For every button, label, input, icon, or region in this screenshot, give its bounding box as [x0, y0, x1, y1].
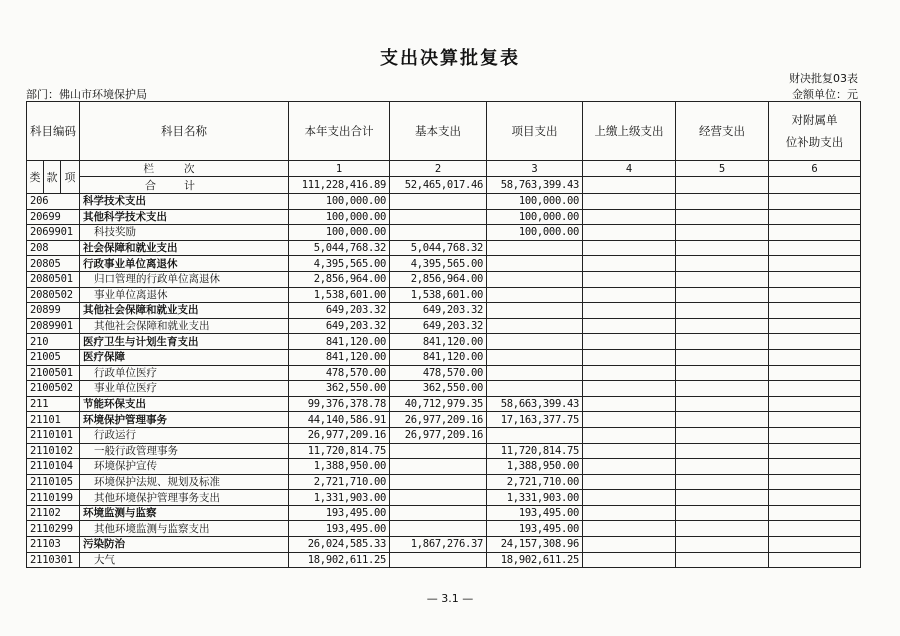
row-col3: 1,331,903.00 [487, 490, 583, 506]
row-col1: 26,024,585.33 [289, 537, 390, 553]
row-col4 [583, 427, 676, 443]
row-col4 [583, 349, 676, 365]
row-col1: 841,120.00 [289, 349, 390, 365]
row-col2: 1,867,276.37 [390, 537, 487, 553]
row-col1: 2,721,710.00 [289, 474, 390, 490]
row-name: 行政事业单位离退休 [80, 256, 289, 272]
row-col1: 841,120.00 [289, 334, 390, 350]
row-col2: 362,550.00 [390, 381, 487, 397]
row-col5 [676, 287, 769, 303]
column-number-6: 6 [769, 161, 861, 177]
row-col4 [583, 194, 676, 210]
row-col3 [487, 365, 583, 381]
row-col2: 841,120.00 [390, 334, 487, 350]
page-number: — 3.1 — [426, 592, 474, 605]
row-col1: 362,550.00 [289, 381, 390, 397]
row-col2: 2,856,964.00 [390, 271, 487, 287]
row-col6 [769, 521, 861, 537]
row-name: 归口管理的行政单位离退休 [80, 271, 289, 287]
row-col4 [583, 225, 676, 241]
row-col3: 100,000.00 [487, 194, 583, 210]
row-col6 [769, 459, 861, 475]
amount-unit-label: 金额单位：元 [792, 88, 858, 101]
row-col3 [487, 349, 583, 365]
row-col3 [487, 240, 583, 256]
row-col6 [769, 474, 861, 490]
header-xiang: 项 [61, 161, 80, 194]
row-col3: 18,902,611.25 [487, 552, 583, 568]
row-col2 [390, 552, 487, 568]
table-row [27, 490, 861, 506]
row-col5 [676, 505, 769, 521]
table-row [27, 427, 861, 443]
row-col3 [487, 287, 583, 303]
row-col2: 649,203.32 [390, 318, 487, 334]
row-col1: 44,140,586.91 [289, 412, 390, 428]
row-col5 [676, 365, 769, 381]
table-row [27, 287, 861, 303]
header-col3: 项目支出 [487, 102, 583, 161]
row-col4 [583, 256, 676, 272]
row-code: 2089901 [27, 318, 80, 334]
row-code: 20899 [27, 303, 80, 319]
total-col5 [676, 177, 769, 194]
column-number-1: 1 [289, 161, 390, 177]
row-col1: 2,856,964.00 [289, 271, 390, 287]
row-name: 环境保护法规、规划及标准 [80, 474, 289, 490]
row-col6 [769, 271, 861, 287]
table-row [27, 271, 861, 287]
row-name: 其他社会保障和就业支出 [80, 303, 289, 319]
table-row [27, 396, 861, 412]
row-code: 2110104 [27, 459, 80, 475]
row-col5 [676, 459, 769, 475]
row-col4 [583, 412, 676, 428]
row-col6 [769, 396, 861, 412]
row-name: 其他环境保护管理事务支出 [80, 490, 289, 506]
row-col2 [390, 505, 487, 521]
row-name: 一般行政管理事务 [80, 443, 289, 459]
row-name: 事业单位离退休 [80, 287, 289, 303]
row-code: 2110101 [27, 427, 80, 443]
row-col5 [676, 396, 769, 412]
table-row [27, 256, 861, 272]
table-row [27, 225, 861, 241]
header-name: 科目名称 [80, 102, 289, 161]
row-col4 [583, 459, 676, 475]
row-col6 [769, 303, 861, 319]
row-name: 科技奖励 [80, 225, 289, 241]
row-col5 [676, 303, 769, 319]
row-col4 [583, 552, 676, 568]
table-row [27, 521, 861, 537]
row-name: 环境监测与监察 [80, 505, 289, 521]
row-col4 [583, 334, 676, 350]
row-col2 [390, 443, 487, 459]
row-name: 其他科学技术支出 [80, 209, 289, 225]
page-title: 支出决算批复表 [380, 48, 520, 69]
row-col6 [769, 318, 861, 334]
row-col5 [676, 552, 769, 568]
row-col5 [676, 256, 769, 272]
row-col5 [676, 240, 769, 256]
row-col5 [676, 474, 769, 490]
row-col6 [769, 287, 861, 303]
header-col5: 经营支出 [676, 102, 769, 161]
row-col5 [676, 209, 769, 225]
row-col4 [583, 318, 676, 334]
row-col6 [769, 209, 861, 225]
row-name: 行政单位医疗 [80, 365, 289, 381]
header-lei: 类 [27, 161, 44, 194]
table-row [27, 412, 861, 428]
row-col3: 193,495.00 [487, 521, 583, 537]
row-col6 [769, 256, 861, 272]
row-code: 21102 [27, 505, 80, 521]
header-col6-line1: 对附属单 [791, 113, 838, 127]
row-col3: 24,157,308.96 [487, 537, 583, 553]
row-col5 [676, 443, 769, 459]
row-col2: 478,570.00 [390, 365, 487, 381]
row-name: 节能环保支出 [80, 396, 289, 412]
form-number: 财决批复03表 [789, 72, 858, 85]
row-col2 [390, 194, 487, 210]
row-code: 211 [27, 396, 80, 412]
row-col1: 100,000.00 [289, 209, 390, 225]
row-name: 环境保护宣传 [80, 459, 289, 475]
row-col6 [769, 365, 861, 381]
row-col4 [583, 443, 676, 459]
row-col3 [487, 334, 583, 350]
total-col1: 111,228,416.89 [289, 177, 390, 194]
table-row [27, 240, 861, 256]
row-code: 2110301 [27, 552, 80, 568]
row-col3: 100,000.00 [487, 225, 583, 241]
row-col4 [583, 396, 676, 412]
column-number-5: 5 [676, 161, 769, 177]
row-code: 21103 [27, 537, 80, 553]
row-name: 环境保护管理事务 [80, 412, 289, 428]
row-col4 [583, 365, 676, 381]
row-col2: 649,203.32 [390, 303, 487, 319]
row-name: 事业单位医疗 [80, 381, 289, 397]
header-col1: 本年支出合计 [289, 102, 390, 161]
row-name: 医疗保障 [80, 349, 289, 365]
row-col5 [676, 318, 769, 334]
row-col2 [390, 209, 487, 225]
row-col3 [487, 271, 583, 287]
total-col4 [583, 177, 676, 194]
table-row [27, 365, 861, 381]
row-col1: 99,376,378.78 [289, 396, 390, 412]
row-code: 2110199 [27, 490, 80, 506]
total-col3: 58,763,399.43 [487, 177, 583, 194]
row-col3: 100,000.00 [487, 209, 583, 225]
row-col5 [676, 521, 769, 537]
row-col1: 4,395,565.00 [289, 256, 390, 272]
row-col1: 1,331,903.00 [289, 490, 390, 506]
row-col1: 649,203.32 [289, 318, 390, 334]
header-lanci: 栏次 [80, 161, 289, 177]
row-col3: 2,721,710.00 [487, 474, 583, 490]
row-col6 [769, 194, 861, 210]
row-col2: 841,120.00 [390, 349, 487, 365]
column-number-4: 4 [583, 161, 676, 177]
row-col3: 1,388,950.00 [487, 459, 583, 475]
row-col2: 40,712,979.35 [390, 396, 487, 412]
row-col3: 58,663,399.43 [487, 396, 583, 412]
row-col6 [769, 381, 861, 397]
row-col4 [583, 240, 676, 256]
row-col4 [583, 474, 676, 490]
row-col3 [487, 381, 583, 397]
row-col4 [583, 521, 676, 537]
header-heji: 合计 [80, 177, 289, 194]
row-code: 208 [27, 240, 80, 256]
header-col6 [769, 102, 861, 161]
row-code: 2100502 [27, 381, 80, 397]
row-col2: 5,044,768.32 [390, 240, 487, 256]
row-col3: 17,163,377.75 [487, 412, 583, 428]
row-col5 [676, 271, 769, 287]
row-col1: 26,977,209.16 [289, 427, 390, 443]
row-col2 [390, 490, 487, 506]
row-col5 [676, 427, 769, 443]
row-col2: 1,538,601.00 [390, 287, 487, 303]
row-col5 [676, 381, 769, 397]
row-col6 [769, 443, 861, 459]
row-col1: 193,495.00 [289, 505, 390, 521]
row-code: 2110299 [27, 521, 80, 537]
row-code: 20699 [27, 209, 80, 225]
row-col5 [676, 225, 769, 241]
row-col5 [676, 537, 769, 553]
row-col4 [583, 505, 676, 521]
column-number-2: 2 [390, 161, 487, 177]
table-row [27, 474, 861, 490]
table-row [27, 349, 861, 365]
row-code: 2100501 [27, 365, 80, 381]
row-col6 [769, 552, 861, 568]
row-name: 社会保障和就业支出 [80, 240, 289, 256]
table-row [27, 537, 861, 553]
header-col6-line2: 位补助支出 [785, 135, 844, 149]
row-name: 其他社会保障和就业支出 [80, 318, 289, 334]
table-row [27, 459, 861, 475]
row-code: 21101 [27, 412, 80, 428]
row-col6 [769, 427, 861, 443]
row-code: 2080501 [27, 271, 80, 287]
row-col2: 26,977,209.16 [390, 427, 487, 443]
row-code: 206 [27, 194, 80, 210]
row-col3 [487, 303, 583, 319]
row-name: 其他环境监测与监察支出 [80, 521, 289, 537]
row-code: 210 [27, 334, 80, 350]
table-row [27, 194, 861, 210]
row-name: 污染防治 [80, 537, 289, 553]
row-col4 [583, 271, 676, 287]
row-code: 20805 [27, 256, 80, 272]
row-code: 2110105 [27, 474, 80, 490]
row-code: 2110102 [27, 443, 80, 459]
row-col2 [390, 474, 487, 490]
header-col4: 上缴上级支出 [583, 102, 676, 161]
expenditure-table [26, 101, 861, 568]
row-col3 [487, 427, 583, 443]
row-col6 [769, 240, 861, 256]
row-code: 21005 [27, 349, 80, 365]
row-col1: 193,495.00 [289, 521, 390, 537]
row-name: 大气 [80, 552, 289, 568]
row-col2: 4,395,565.00 [390, 256, 487, 272]
row-col1: 1,538,601.00 [289, 287, 390, 303]
row-col1: 100,000.00 [289, 225, 390, 241]
row-code: 2069901 [27, 225, 80, 241]
row-name: 医疗卫生与计划生育支出 [80, 334, 289, 350]
total-col2: 52,465,017.46 [390, 177, 487, 194]
row-name: 行政运行 [80, 427, 289, 443]
row-col5 [676, 194, 769, 210]
row-col1: 11,720,814.75 [289, 443, 390, 459]
row-col6 [769, 490, 861, 506]
total-col6 [769, 177, 861, 194]
table-row [27, 443, 861, 459]
row-col3: 193,495.00 [487, 505, 583, 521]
table-row [27, 381, 861, 397]
row-col2: 26,977,209.16 [390, 412, 487, 428]
row-col3 [487, 256, 583, 272]
department-label: 部门：佛山市环境保护局 [26, 88, 147, 101]
row-col1: 18,902,611.25 [289, 552, 390, 568]
row-col2 [390, 225, 487, 241]
row-col3: 11,720,814.75 [487, 443, 583, 459]
table-row [27, 303, 861, 319]
row-col1: 100,000.00 [289, 194, 390, 210]
table-row [27, 505, 861, 521]
row-col6 [769, 334, 861, 350]
row-code: 2080502 [27, 287, 80, 303]
table-row [27, 318, 861, 334]
row-col1: 5,044,768.32 [289, 240, 390, 256]
header-code: 科目编码 [27, 102, 80, 161]
row-col5 [676, 334, 769, 350]
row-col5 [676, 412, 769, 428]
row-name: 科学技术支出 [80, 194, 289, 210]
row-col5 [676, 490, 769, 506]
row-col1: 649,203.32 [289, 303, 390, 319]
row-col6 [769, 412, 861, 428]
row-col6 [769, 349, 861, 365]
row-col6 [769, 505, 861, 521]
row-col4 [583, 381, 676, 397]
row-col4 [583, 303, 676, 319]
row-col3 [487, 318, 583, 334]
row-col5 [676, 349, 769, 365]
row-col1: 478,570.00 [289, 365, 390, 381]
table-row [27, 552, 861, 568]
column-number-3: 3 [487, 161, 583, 177]
table-row [27, 334, 861, 350]
row-col2 [390, 459, 487, 475]
row-col2 [390, 521, 487, 537]
header-kuan: 款 [44, 161, 61, 194]
row-col4 [583, 490, 676, 506]
row-col6 [769, 225, 861, 241]
row-col4 [583, 537, 676, 553]
header-col2: 基本支出 [390, 102, 487, 161]
table-row [27, 209, 861, 225]
row-col1: 1,388,950.00 [289, 459, 390, 475]
row-col6 [769, 537, 861, 553]
row-col4 [583, 209, 676, 225]
row-col4 [583, 287, 676, 303]
